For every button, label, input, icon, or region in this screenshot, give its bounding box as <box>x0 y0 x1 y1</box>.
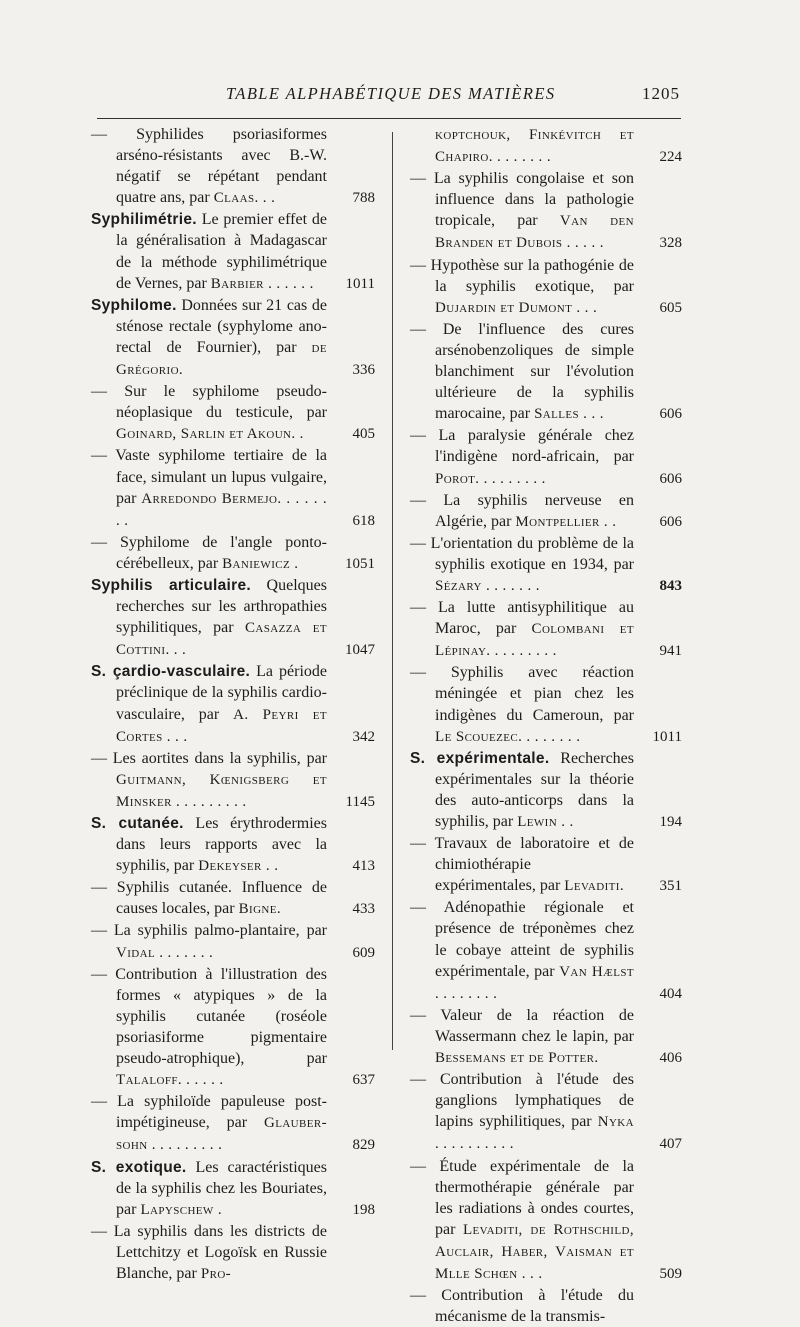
entry-authors: Sézary . . . . . . . <box>435 577 540 594</box>
entry-description: — Syphilis cutanée. Influence de causes locales, par <box>91 879 327 918</box>
entry-authors: Baniewicz . <box>222 555 299 572</box>
entry-description: — Contribution à l'illustration des formes « atypiques » de la syphilis cutanée (roséole psoriasiforme pigmentaire pseudo-atrophique), par <box>91 965 327 1068</box>
index-entry <box>410 533 682 597</box>
entry-authors: Levaditi. <box>564 878 624 895</box>
entry-page-number: 605 <box>659 299 682 316</box>
entry-text <box>91 964 327 1092</box>
entry-heading: S. exotique. <box>91 1158 187 1176</box>
index-entry <box>410 833 682 897</box>
entry-authors: Goinard, Sarlin et Akoun. . <box>116 426 304 443</box>
entry-description: — Hypothèse sur la pathogénie de la syphilis exotique, par <box>410 256 634 295</box>
entry-authors: Bessemans et de Potter. <box>435 1050 599 1067</box>
index-entry <box>91 1091 375 1156</box>
entry-authors: Casazza et Cottini. . . <box>116 620 327 659</box>
entry-description: — Travaux de laboratoire et de chimiothérapie expérimentales, par <box>410 835 634 895</box>
index-entry <box>91 877 375 920</box>
entry-description: — De l'influence des cures arsénobenzoliques de simple blanchiment sur l'évolution ultérieure de la syphilis marocaine, par <box>410 320 634 423</box>
entry-text <box>91 295 327 381</box>
index-entry <box>91 575 375 661</box>
running-title: TABLE ALPHABÉTIQUE DES MATIÈRES <box>226 84 556 103</box>
right-column <box>410 124 682 1327</box>
entry-description: — La syphilis congolaise et son influence dans la pathologie tropicale, par <box>410 170 634 230</box>
entry-authors: de Grégorio. <box>116 339 327 379</box>
entry-text <box>91 209 327 294</box>
entry-text <box>91 661 327 747</box>
entry-page-number: 336 <box>352 362 375 379</box>
entry-description: Données sur 21 cas de sténose rectale (syphylome ano-rectal de Fournier), par <box>116 296 327 356</box>
index-entry <box>91 964 375 1092</box>
index-entry <box>410 1005 682 1069</box>
page-number: 1205 <box>642 84 680 103</box>
index-entry <box>91 124 375 209</box>
index-entry <box>91 1157 375 1221</box>
entry-text <box>410 319 634 425</box>
entry-text <box>410 533 634 597</box>
index-entry <box>410 1285 682 1327</box>
entry-authors: Vidal . . . . . . . <box>116 944 214 961</box>
entry-text <box>410 662 634 747</box>
entry-description: — Les aortites dans la syphilis, par <box>91 749 327 767</box>
index-entry <box>91 813 375 877</box>
entry-text <box>91 920 327 963</box>
entry-page-number: 606 <box>659 470 682 487</box>
entry-page-number: 413 <box>352 858 375 875</box>
entry-authors: Van Hælst . . . . . . . . <box>435 963 634 1002</box>
entry-description: Les caractéristiques de la syphilis chez les Bouriates, par <box>116 1158 327 1218</box>
entry-authors: Lewin . . <box>517 814 574 830</box>
entry-heading: Syphilome. <box>91 296 177 314</box>
entry-page-number: 407 <box>659 1136 682 1153</box>
entry-authors: Porot. . . . . . . . . <box>435 470 546 487</box>
entry-page-number: 509 <box>659 1265 682 1282</box>
entry-text <box>410 1156 634 1286</box>
index-entry <box>91 209 375 294</box>
entry-text <box>91 1091 327 1156</box>
entry-heading: S. çardio-vasculaire. <box>91 663 251 681</box>
entry-description: — Vaste syphilome tertiaire de la face, simulant un lupus vulgaire, par <box>91 447 327 507</box>
index-entry <box>410 662 682 747</box>
entry-description: Quelques recherches sur les arthropathies syphilitiques, par <box>116 576 327 637</box>
index-entry <box>91 748 375 813</box>
index-entry <box>91 661 375 747</box>
entry-authors: Arredondo Bermejo. . . . . . . . <box>116 490 327 529</box>
index-entry <box>91 445 375 531</box>
index-entry <box>410 255 682 319</box>
entry-heading: Syphilimétrie. <box>91 211 197 229</box>
entry-page-number: 351 <box>659 878 682 895</box>
entry-page-number: 609 <box>352 944 375 961</box>
entry-description: Recherches expérimentales sur la théorie des auto-anticorps dans la syphilis, par <box>435 749 634 830</box>
index-entry <box>410 897 682 1004</box>
entry-page-number: 788 <box>352 190 375 207</box>
index-entry <box>410 124 682 168</box>
entry-page-number: 1047 <box>345 642 375 659</box>
entry-text <box>91 575 327 661</box>
entry-text <box>410 255 634 319</box>
entry-authors: Nyka . . . . . . . . . . <box>435 1114 634 1153</box>
entry-text <box>410 425 634 489</box>
header-rule <box>97 118 681 119</box>
entry-description: — Syphilome de l'angle ponto-cérébelleux, par <box>91 533 327 572</box>
entry-authors: Le Scouezec. . . . . . . . <box>435 728 581 745</box>
entry-page-number: 941 <box>659 643 682 660</box>
entry-text <box>410 168 634 254</box>
index-entry <box>91 532 375 575</box>
entry-authors: Talaloff. . . . . . <box>116 1072 224 1089</box>
entry-authors: Bigne. <box>238 901 282 918</box>
index-entry <box>410 490 682 533</box>
entry-page-number: 224 <box>659 149 682 166</box>
entry-description: — La lutte antisyphilitique au Maroc, par <box>410 599 634 638</box>
entry-description: — Syphilis avec réaction méningée et pian chez les indigènes du Cameroun, par <box>410 664 634 724</box>
entry-authors: Colombani et Lépinay. . . . . . . . . <box>435 621 634 660</box>
entry-description: — Valeur de la réaction de Wassermann chez le lapin, par <box>410 1006 634 1045</box>
entry-page-number: 405 <box>352 426 375 443</box>
entry-heading: S. cutanée. <box>91 815 184 832</box>
entry-text <box>410 1285 634 1327</box>
entry-page-number: 404 <box>659 985 682 1002</box>
entry-text <box>91 1157 327 1221</box>
index-entry <box>410 168 682 254</box>
entry-page-number: 1051 <box>345 555 375 572</box>
entry-authors: Guitmann, Kœnigsberg et Minsker . . . . . . . . . <box>116 771 327 810</box>
entry-page-number: 1011 <box>345 275 375 292</box>
entry-authors: koptchouk, Finkévitch et Chapiro. . . . . . . . <box>435 127 634 166</box>
entry-text <box>91 748 327 813</box>
entry-page-number: 829 <box>352 1137 375 1154</box>
entry-authors: Levaditi, de Rothschild, Auclair, Haber, Vaisman et Mlle Schœn . . . <box>435 1221 634 1282</box>
index-entry <box>410 748 682 833</box>
entry-text <box>410 833 634 897</box>
entry-page-number: 606 <box>659 406 682 423</box>
entry-page-number: 433 <box>352 901 375 918</box>
entry-description: — L'orientation du problème de la syphilis exotique en 1934, par <box>410 534 634 573</box>
entry-description: — Contribution à l'étude du mécanisme de la transmis- <box>410 1287 634 1326</box>
entry-page-number: 328 <box>659 235 682 252</box>
page-header <box>96 84 680 110</box>
entry-authors: Glauber-sohn . . . . . . . . . <box>116 1115 327 1154</box>
column-divider <box>392 132 393 1050</box>
entry-page-number: 1145 <box>345 793 375 810</box>
entry-description: — La paralysie générale chez l'indigène nord-africain, par <box>410 427 634 466</box>
entry-page-number: 194 <box>659 814 682 830</box>
index-entry <box>91 295 375 381</box>
entry-page-number: 843 <box>659 577 682 594</box>
entry-description: Les érythrodermies dans leurs rapports avec la syphilis, par <box>116 815 328 875</box>
entry-page-number: 406 <box>659 1050 682 1067</box>
entry-authors: Dekeyser . . <box>198 858 279 875</box>
entry-text <box>410 1069 634 1155</box>
entry-heading: Syphilis articulaire. <box>91 576 251 594</box>
entry-description: Le premier effet de la généralisation à Madagascar de la méthode syphilimétrique de Vernes, par <box>116 211 327 292</box>
entry-text <box>410 1005 634 1069</box>
entry-description: — Sur le syphilome pseudo-néoplasique du testicule, par <box>91 383 327 422</box>
entry-text <box>410 490 634 533</box>
entry-description: — Adénopathie régionale et présence de tréponèmes chez le cobaye atteint de syphilis expérimentale, par <box>410 899 634 980</box>
entry-heading: S. expérimentale. <box>410 749 550 767</box>
entry-description: — La syphilis nerveuse en Algérie, par <box>410 491 634 530</box>
index-entry <box>91 381 375 445</box>
index-entry <box>410 425 682 489</box>
entry-text <box>91 532 327 575</box>
entry-text <box>410 124 634 168</box>
index-entry <box>410 1156 682 1286</box>
entry-authors: Barbier . . . . . . <box>210 275 314 292</box>
entry-authors: Dujardin et Dumont . . . <box>435 299 598 316</box>
entry-page-number: 1011 <box>652 728 682 745</box>
entry-authors: Claas. . . <box>213 190 276 207</box>
entry-description: La période préclinique de la syphilis cardio-vasculaire, par <box>116 663 327 723</box>
entry-text <box>91 445 327 531</box>
entry-text <box>91 1221 327 1285</box>
entry-text <box>410 748 634 833</box>
entry-authors: Lapyschew . <box>140 1201 223 1218</box>
entry-description: — Contribution à l'étude des ganglions lymphatiques de lapins syphilitiques, par <box>410 1071 634 1131</box>
entry-text <box>91 124 327 209</box>
entry-authors: Pro- <box>200 1265 232 1282</box>
entry-page-number: 606 <box>659 513 682 530</box>
entry-text <box>91 813 327 877</box>
index-entry <box>91 1221 375 1285</box>
left-column <box>91 124 375 1285</box>
entry-authors: A. Peyri et Cortes . . . <box>116 706 327 745</box>
entry-page-number: 637 <box>352 1072 375 1089</box>
entry-authors: Salles . . . <box>534 406 604 423</box>
index-entry <box>410 597 682 662</box>
entry-text <box>91 381 327 445</box>
entry-text <box>410 897 634 1004</box>
entry-description: — La syphilis palmo-plantaire, par <box>91 922 327 940</box>
entry-text <box>410 597 634 662</box>
entry-authors: Montpellier . . <box>515 513 617 530</box>
index-entry <box>410 1069 682 1155</box>
entry-description: — Étude expérimentale de la thermothérapie générale par les radiations à ondes courtes, par <box>410 1157 634 1238</box>
entry-description: — La syphilis dans les districts de Lettchitzy et Logoïsk en Russie Blanche, par <box>91 1222 327 1282</box>
entry-page-number: 618 <box>352 512 375 529</box>
entry-description: — La syphiloïde papuleuse post-impétigineuse, par <box>91 1093 327 1132</box>
index-entry <box>91 920 375 963</box>
entry-description: — Syphilides psoriasiformes arséno-résistants avec B.-W. négatif se répétant pendant quatre ans, par <box>91 126 327 207</box>
entry-page-number: 198 <box>352 1201 375 1218</box>
entry-text <box>91 877 327 920</box>
entry-authors: Van den Branden et Dubois . . . . . <box>435 213 634 252</box>
index-entry <box>410 319 682 425</box>
entry-page-number: 342 <box>352 728 375 745</box>
